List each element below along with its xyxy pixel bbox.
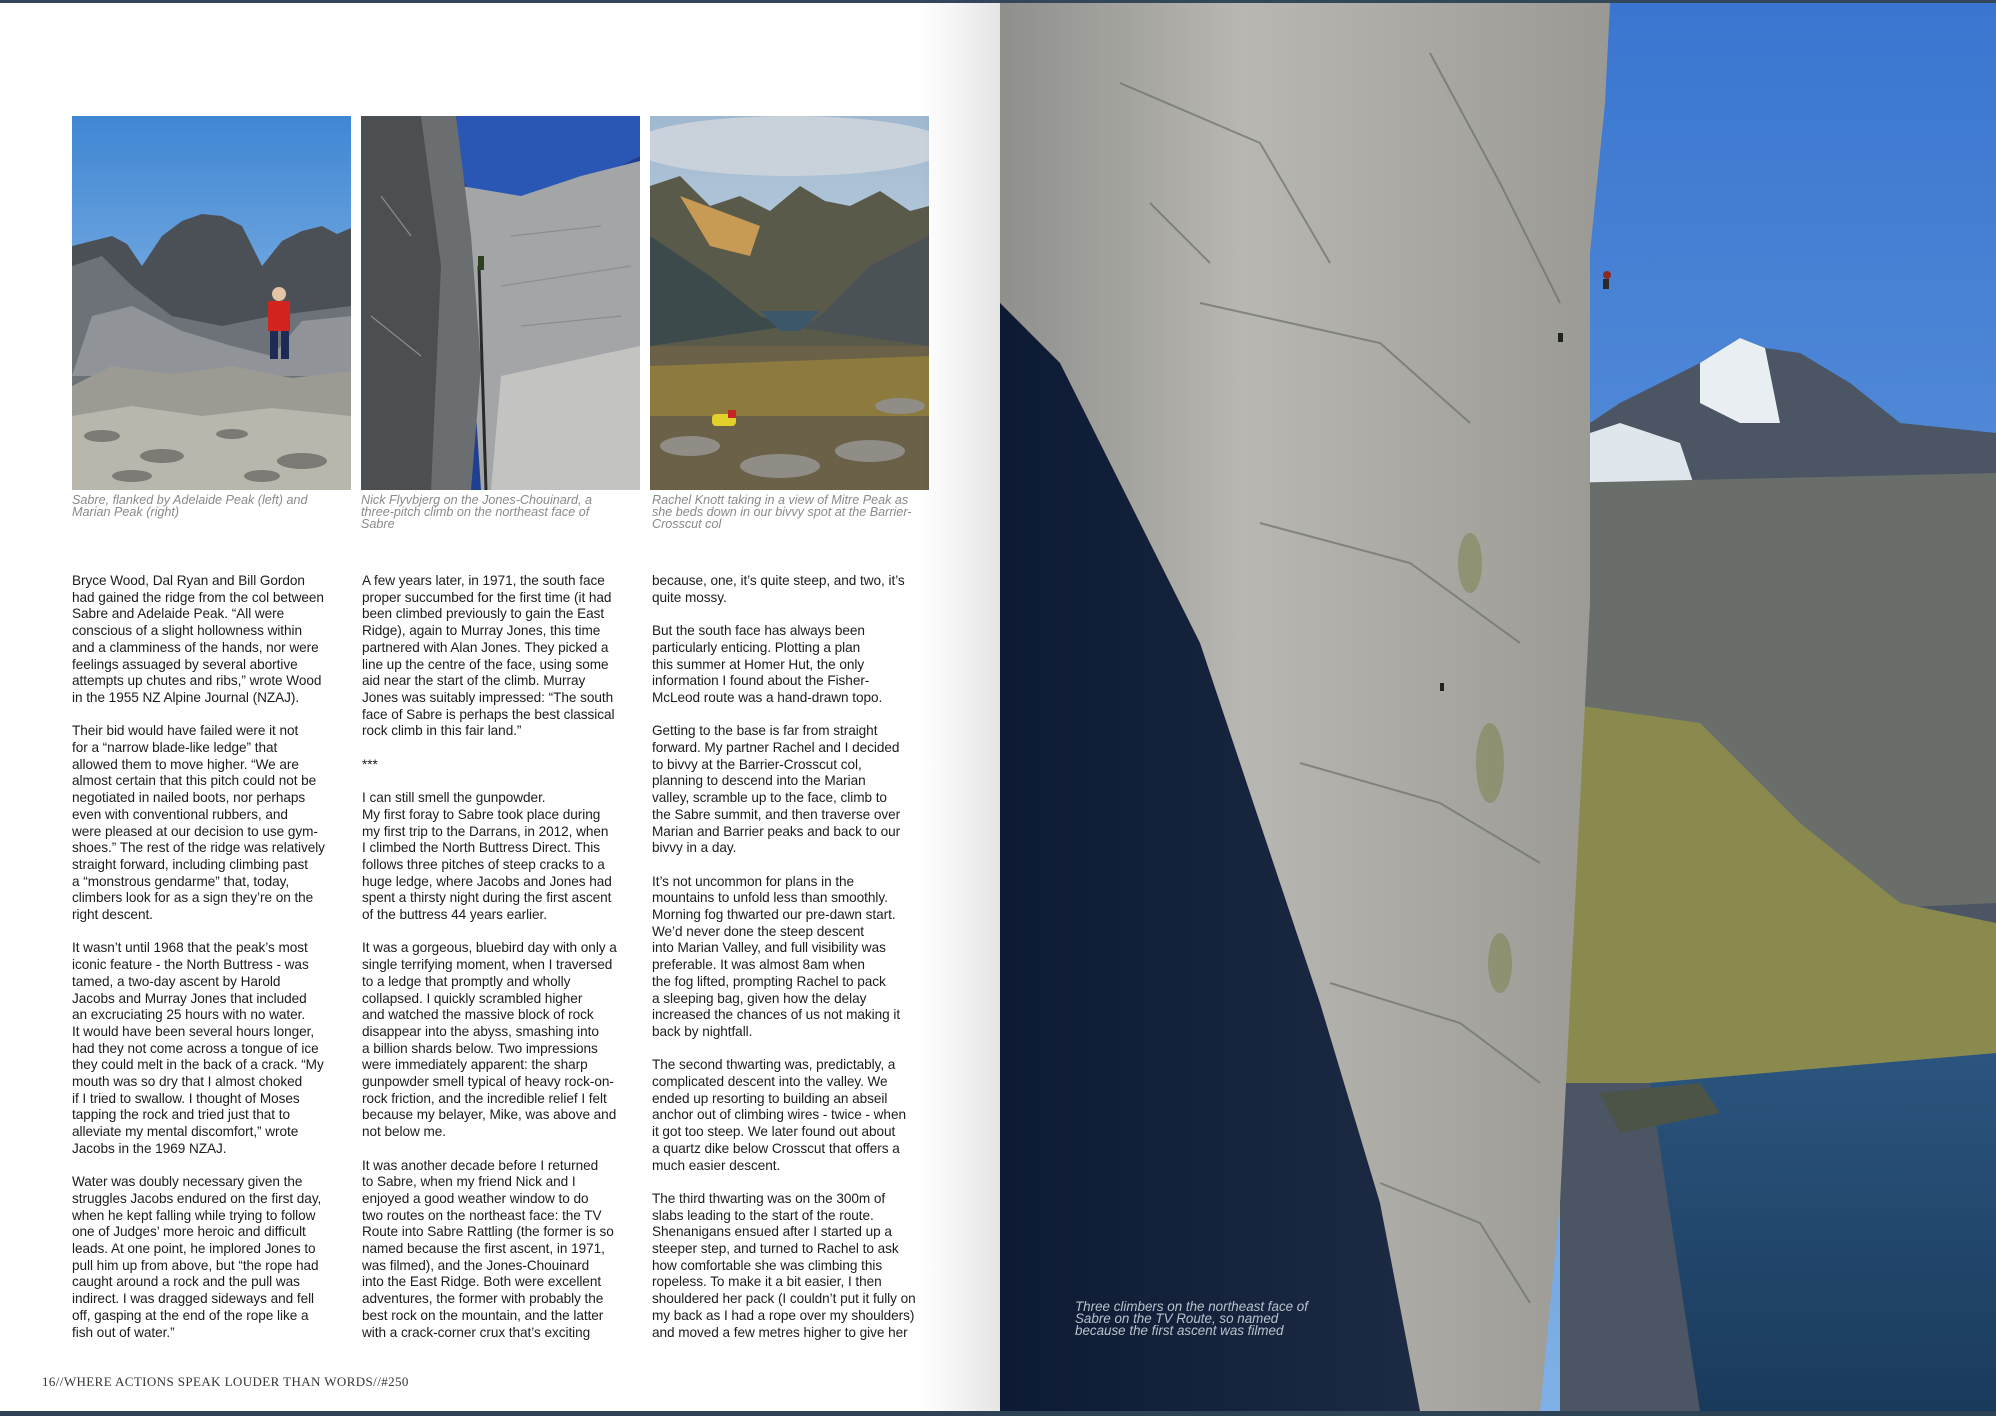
paragraph: Getting to the base is far from straight forward. My partner Rachel and I decided to bivvy at the Barrier-Crosscut col, planning to descend into the Marian valley, scramble up to the face, climb to the Sabre summit, and then traverse over Marian and Barrier peaks and back to our bivvy in a day. — [652, 723, 901, 856]
bottom-bar — [0, 1411, 1996, 1416]
paragraph: It’s not uncommon for plans in the mountains to unfold less than smoothly. Morning fog thwarted our pre-dawn start. We’d never done the steep descent into Marian Valley, and full visibility was preferable. It was almost 8am when the fog lifted, prompting Rachel to pack a sleeping bag, given how the delay increased the chances of us not making it back by nightfall. — [652, 873, 901, 1039]
photo-caption: Three climbers on the northeast face of Sabre on the TV Route, so named because the first ascent was filmed — [1075, 1299, 1308, 1338]
paragraph: The second thwarting was, predictably, a complicated descent into the valley. We ended up resorting to building an abseil anchor out of climbing wires - twice - when it got too steep. We later found out about a quartz dike below Crosscut that offers a much easier descent. — [652, 1057, 906, 1173]
cliff-face-photo — [1000, 3, 1996, 1411]
section-break: *** — [362, 756, 378, 772]
gutter-shadow — [920, 3, 1000, 1411]
valley-bivvy-photo — [650, 116, 929, 490]
paragraph: The third thwarting was on the 300m of slabs leading to the start of the route. Shenanigans ensued after I started up a steeper step, and turned to Rachel to ask how comfortable she was climbing this ropeless. To make it a bit easier, I then shouldered her pack (I couldn’t put it fully on my back as I had a rope over my shoulders) and moved a few metres higher to give her — [652, 1190, 916, 1340]
paragraph: Water was doubly necessary given the struggles Jacobs endured on the first day, when he kept falling while trying to follow one of Judges’ more heroic and difficult leads. At one point, he implored Jones to pull him up from above, but “the rope had caught around a rock and the pull was indirect. I was dragged sideways and fell off, gasping at the end of the rope like a fish out of water.” — [72, 1174, 322, 1340]
rock-crack-photo — [361, 116, 640, 490]
photo-caption: Rachel Knott taking in a view of Mitre Peak as she beds down in our bivvy spot at the Barrier-Crosscut col — [652, 493, 912, 531]
right-page — [1000, 3, 1996, 1411]
photo-caption: Sabre, flanked by Adelaide Peak (left) and Marian Peak (right) — [72, 493, 308, 519]
paragraph: Their bid would have failed were it not for a “narrow blade-like ledge” that allowed them to move higher. “We are almost certain that this pitch could not be negotiated in nailed boots, nor perhaps even with conventional rubbers, and were pleased at our decision to use gym- shoes.” The rest of the ridge was relatively straight forward, including climbing past a “monstrous gendarme” that, today, climbers look for as a sign they’re on the right descent. — [72, 723, 325, 923]
page-footer: 16//WHERE ACTIONS SPEAK LOUDER THAN WORDS//#250 — [42, 1374, 409, 1389]
photo-caption: Nick Flyvbjerg on the Jones-Chouinard, a three-pitch climb on the northeast face of Sabre — [361, 493, 592, 531]
paragraph: It wasn’t until 1968 that the peak’s most iconic feature - the North Buttress - was tamed, a two-day ascent by Harold Jacobs and Murray Jones that included an excruciating 25 hours with no water. It would have been several hours longer, had they not come across a tongue of ice they could melt in the back of a crack. “My mouth was so dry that I almost choked if I tried to swallow. I thought of Moses tapping the rock and tried just that to alleviate my mental discomfort,” wrote Jacobs in the 1969 NZAJ. — [72, 940, 324, 1156]
text-column-3 — [652, 573, 927, 1358]
paragraph: A few years later, in 1971, the south face proper succumbed for the first time (it had been climbed previously to gain the East Ridge), again to Murray Jones, this time partnered with Alan Jones. They picked a line up the centre of the face, using some aid near the start of the climb. Murray Jones was suitably impressed: “The south face of Sabre is perhaps the best classical rock climb in this fair land.” — [362, 573, 615, 739]
paragraph: But the south face has always been particularly enticing. Plotting a plan this summer at Homer Hut, the only information I found about the Fisher- McLeod route was a hand-drawn topo. — [652, 623, 883, 705]
paragraph: Bryce Wood, Dal Ryan and Bill Gordon had gained the ridge from the col between Sabre and Adelaide Peak. “All were conscious of a slight hollowness within and a clamminess of the hands, nor were feelings assuaged by several abortive attempts up chutes and ribs,” wrote Wood in the 1955 NZ Alpine Journal (NZAJ). — [72, 573, 324, 705]
paragraph: because, one, it’s quite steep, and two, it’s quite mossy. — [652, 573, 905, 605]
left-page — [0, 3, 1000, 1411]
magazine-spread — [0, 3, 1996, 1411]
paragraph: I can still smell the gunpowder. My first foray to Sabre took place during my first trip to the Darrans, in 2012, when I climbed the North Buttress Direct. This follows three pitches of steep cracks to a huge ledge, where Jacobs and Jones had spent a thirsty night during the first ascent of the buttress 44 years earlier. — [362, 790, 612, 923]
mountain-summit-photo — [72, 116, 351, 490]
paragraph: It was another decade before I returned to Sabre, when my friend Nick and I enjoyed a good weather window to do two routes on the northeast face: the TV Route into Sabre Rattling (the former is so named because the first ascent, in 1971, was filmed), and the Jones-Chouinard into the East Ridge. Both were excellent adventures, the former with probably the best rock on the mountain, and the latter with a crack-corner crux that’s exciting — [362, 1157, 614, 1340]
text-column-1 — [72, 573, 347, 1358]
paragraph: It was a gorgeous, bluebird day with only a single terrifying moment, when I traversed to a ledge that promptly and wholly collapsed. I quickly scrambled higher and watched the massive block of rock disappear into the abyss, smashing into a billion shards below. Two impressions were immediately apparent: the sharp gunpowder smell typical of heavy rock-on- rock friction, and the incredible relief I felt because my belayer, Mike, was above and not below me. — [362, 940, 617, 1140]
text-column-2 — [362, 573, 637, 1358]
